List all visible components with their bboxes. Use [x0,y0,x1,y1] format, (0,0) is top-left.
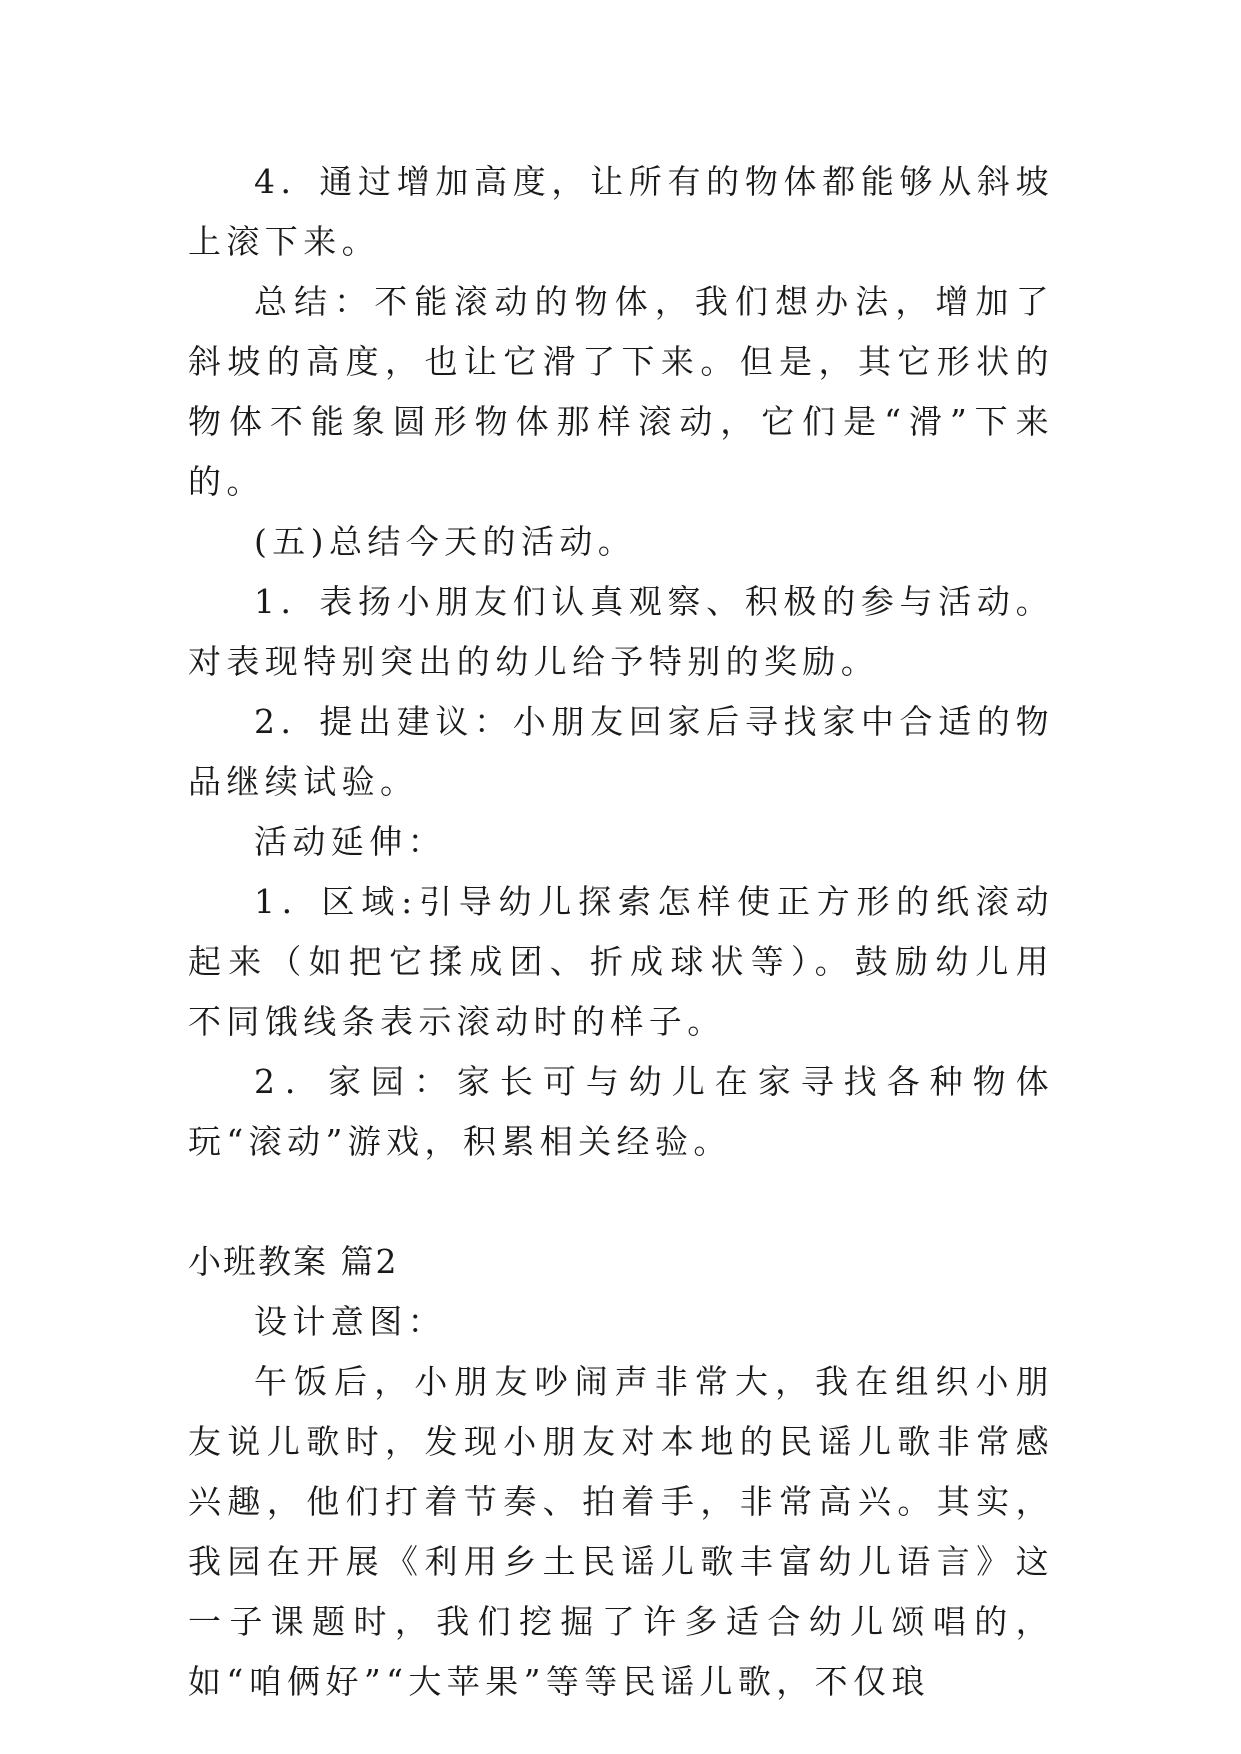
paragraph-design-intent-title: 设计意图： [254,1302,446,1341]
paragraph-extension-home: 2．家园：家长可与幼儿在家寻找各种物体玩“滚动”游戏，积累相关经验。 [188,1062,1054,1161]
paragraph-extension-area: 1．区域:引导幼儿探索怎样使正方形的纸滚动起来（如把它揉成团、折成球状等）。鼓励幼儿用不同饿线条表示滚动时的样子。 [188,882,1054,1041]
section-heading: 小班教案 篇2 [188,1242,399,1281]
paragraph-design-intent-body: 午饭后，小朋友吵闹声非常大，我在组织小朋友说儿歌时，发现小朋友对本地的民谣儿歌非常感兴趣，他们打着节奏、拍着手，非常高兴。其实，我园在开展《利用乡土民谣儿歌丰富幼儿语言》这一子课题时，我们挖掘了许多适合幼儿颂唱的，如“咱俩好”“大苹果”等等民谣儿歌，不仅琅 [188,1362,1054,1701]
document-body [188,152,1054,1712]
paragraph-praise: 1．表扬小朋友们认真观察、积极的参与活动。对表现特别突出的幼儿给予特别的奖励。 [188,582,1054,681]
paragraph-step-4: 4．通过增加高度，让所有的物体都能够从斜坡上滚下来。 [188,162,1054,261]
paragraph-extension-title: 活动延伸： [254,822,446,861]
paragraph-summary: 总结：不能滚动的物体，我们想办法，增加了斜坡的高度，也让它滑了下来。但是，其它形状的物体不能象圆形物体那样滚动，它们是“滑”下来的。 [188,282,1054,501]
paragraph-suggestion: 2．提出建议：小朋友回家后寻找家中合适的物品继续试验。 [188,702,1054,801]
paragraph-part-5-title: (五)总结今天的活动。 [254,522,637,561]
